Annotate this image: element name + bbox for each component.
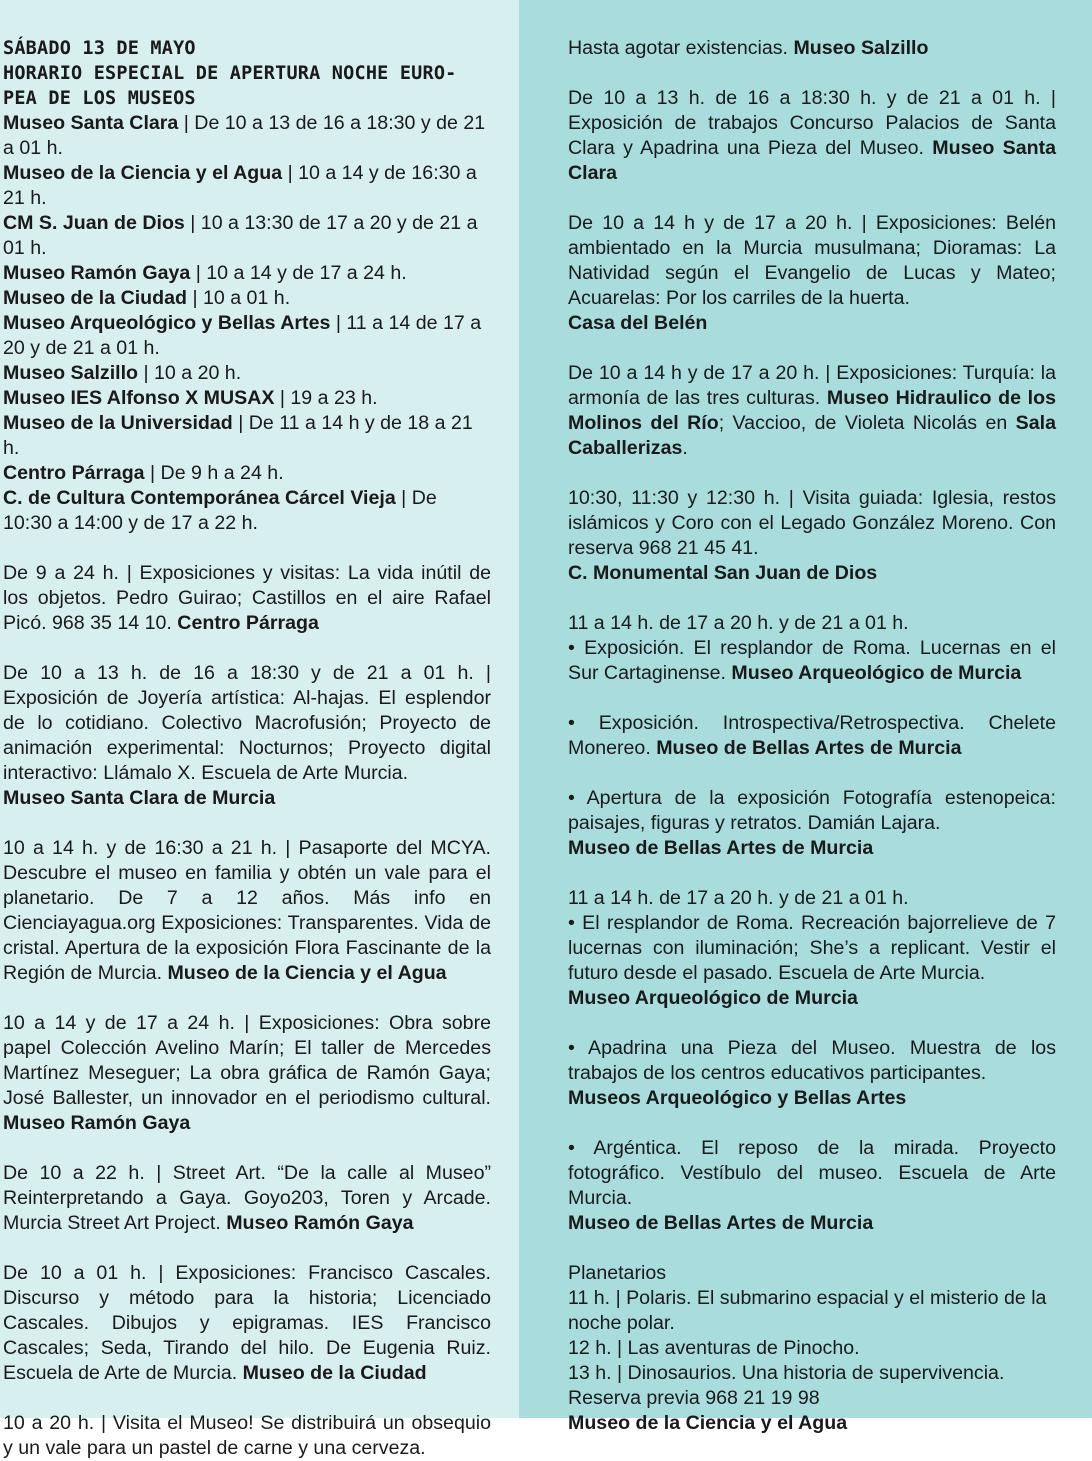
- venue-name: C. de Cultura Contemporánea Cárcel Vieja: [3, 487, 396, 509]
- hours-text: | 10 a 01 h.: [187, 287, 291, 309]
- venue-name: Museo de la Ciudad: [3, 287, 187, 309]
- hours-row: [3, 386, 491, 411]
- event-block: [3, 561, 491, 636]
- event-venue: Museo de la Ciencia y el Agua: [568, 1412, 848, 1434]
- hours-text: | 10 a 13:30 de 17 a 20 y de 21 a 01 h.: [3, 212, 478, 259]
- event-venue: Museo Arqueológico de Murcia: [568, 987, 858, 1009]
- event-text: 10:30, 11:30 y 12:30 h. | Visita guiada: Iglesia, restos islámicos y Coro con el Legado González Moreno. Con reserva 968 21 45 41.: [568, 487, 1056, 559]
- venue-name: Museo de la Universidad: [3, 412, 233, 434]
- event-block: [568, 36, 1056, 61]
- hours-text: | 19 a 23 h.: [274, 387, 378, 409]
- event-venue: Museo de Bellas Artes de Murcia: [656, 737, 962, 759]
- event-text: 10 a 14 h. y de 16:30 a 21 h. | Pasaporte del MCYA. Descubre el museo en familia y obtén un vale para el planetario. De 7 a 12 años. Más info en Cienciayagua.org Exposiciones: Transparentes. Vida de cristal. Apertura de la exposición Flora Fascinante de la Región de Murcia.: [3, 837, 491, 984]
- event-block: [568, 886, 1056, 1011]
- event-text: De 10 a 13 h. de 16 a 18:30 y de 21 a 01 h. | Exposición de Joyería artística: Al-hajas. El esplendor de lo cotidiano. Colectivo Macrofusión; Proyecto de animación experimental: Nocturnos; Proyecto digital interactivo: Llámalo X. Escuela de Arte Murcia.: [3, 662, 491, 784]
- hours-row: [3, 211, 491, 261]
- event-venue: Museo Ramón Gaya: [3, 1112, 191, 1134]
- hours-text: | 10 a 14 y de 16:30 a 21 h.: [3, 162, 477, 209]
- hours-row: [3, 161, 491, 211]
- event-venue: Museo de Bellas Artes de Murcia: [568, 1212, 874, 1234]
- hours-text: | 10 a 14 y de 17 a 24 h.: [190, 262, 407, 284]
- venue-name: Museo Salzillo: [3, 362, 139, 384]
- event-text: 10 a 14 y de 17 a 24 h. | Exposiciones: Obra sobre papel Colección Avelino Marín; El taller de Mercedes Martínez Meseguer; La obra gráfica de Ramón Gaya; José Ballester, un innovador en el periodismo cultural.: [3, 1012, 491, 1109]
- hours-text: | 10 a 20 h.: [138, 362, 242, 384]
- venue-name: Museo de la Ciencia y el Agua: [3, 162, 283, 184]
- event-venue: Museo Ramón Gaya: [226, 1212, 414, 1234]
- event-venue: Museo de la Ciencia y el Agua: [167, 962, 447, 984]
- event-block: [568, 361, 1056, 461]
- event-block: [3, 1411, 491, 1461]
- venue-name: Museo Ramón Gaya: [3, 262, 191, 284]
- event-venue: Museo Santa Clara: [568, 137, 1057, 184]
- event-venue: Museo de la Ciudad: [242, 1362, 427, 1384]
- event-block: [568, 486, 1056, 586]
- event-text: De 10 a 01 h. | Exposiciones: Francisco Cascales. Discurso y método para la historia; Licenciado Cascales. Dibujos y epigramas. IES Francisco Cascales; Seda, Tirando del hilo. De Eugenia Ruiz. Escuela de Arte de Murcia.: [3, 1262, 491, 1384]
- event-venue: Museo Santa Clara de Murcia: [3, 787, 276, 809]
- planetarios-title: Planetarios: [568, 1262, 667, 1284]
- event-text: De 10 a 13 h. de 16 a 18:30 h. y de 21 a 01 h. | Exposición de trabajos Concurso Palacios de Santa Clara y Apadrina una Pieza del Museo.: [568, 87, 1056, 159]
- left-column: [0, 0, 519, 1459]
- event-venue: C. Monumental San Juan de Dios: [568, 562, 878, 584]
- event-text: De 10 a 14 h y de 17 a 20 h. | Exposiciones: Turquía: la armonía de las tres culturas.: [568, 362, 1056, 409]
- planetario-session: 11 h. | Polaris. El submarino espacial y el misterio de la noche polar.: [568, 1287, 1047, 1334]
- planetario-session: 12 h. | Las aventuras de Pinocho.: [568, 1337, 860, 1359]
- planetarios-block: [568, 1261, 1056, 1436]
- event-block: [568, 711, 1056, 761]
- event-text: • Apertura de la exposición Fotografía estenopeica: paisajes, figuras y retratos. Damián Lajara.: [568, 787, 1056, 834]
- planetario-session: 13 h. | Dinosaurios. Una historia de supervivencia.: [568, 1362, 1005, 1384]
- hours-text: | De 10:30 a 14:00 y de 17 a 22 h.: [3, 487, 437, 534]
- event-text: De 10 a 22 h. | Street Art. “De la calle al Museo” Reinterpretando a Gaya. Goyo203, Toren y Arcade. Murcia Street Art Project.: [3, 1162, 491, 1234]
- event-text: 10 a 20 h. | Visita el Museo! Se distribuirá un obsequio y un vale para un pastel de carne y una cerveza.: [3, 1412, 491, 1459]
- event-block: [568, 786, 1056, 861]
- heading-date: SÁBADO 13 DE MAYO: [3, 38, 196, 59]
- hours-row: [3, 486, 491, 536]
- event-text: • El resplandor de Roma. Recreación bajorrelieve de 7 lucernas con iluminación; She’s a replicant. Vestir el futuro desde el pasado. Escuela de Arte Murcia.: [568, 912, 1056, 984]
- event-hours: 11 a 14 h. de 17 a 20 h. y de 21 a 01 h.: [568, 887, 909, 909]
- event-block: [568, 1036, 1056, 1111]
- event-block: [3, 1261, 491, 1386]
- event-venue: Museos Arqueológico y Bellas Artes: [568, 1087, 907, 1109]
- hours-text: | De 9 h a 24 h.: [144, 462, 284, 484]
- right-column: [519, 0, 1092, 1434]
- event-block: [3, 836, 491, 986]
- hours-text: | De 10 a 13 de 16 a 18:30 y de 21 a 01 h.: [3, 112, 486, 159]
- event-text: .: [682, 437, 688, 459]
- event-block: [3, 1161, 491, 1236]
- hours-text: | 11 a 14 de 17 a 20 y de 21 a 01 h.: [3, 312, 482, 359]
- venue-name: Museo IES Alfonso X MUSAX: [3, 387, 275, 409]
- hours-text: | De 11 a 14 h y de 18 a 21 h.: [3, 412, 473, 459]
- event-block: [568, 611, 1056, 686]
- event-text: ; Vaccioo, de Violeta Nicolás en: [718, 412, 1016, 434]
- hours-row: [3, 411, 491, 461]
- venue-name: CM S. Juan de Dios: [3, 212, 185, 234]
- heading-title-line-1: HORARIO ESPECIAL DE APERTURA NOCHE EURO-: [3, 63, 457, 84]
- event-venue: Museo Salzillo: [793, 37, 929, 59]
- event-block: [568, 211, 1056, 336]
- event-venue: Sala Caballerizas: [568, 412, 1056, 459]
- event-block: [3, 661, 491, 811]
- event-venue: Museo Arqueológico de Murcia: [731, 662, 1022, 684]
- event-text: • Argéntica. El reposo de la mirada. Proyecto fotográfico. Vestíbulo del museo. Escuela de Arte Murcia.: [568, 1137, 1056, 1209]
- event-block: [568, 1136, 1056, 1236]
- event-venue: Centro Párraga: [177, 612, 319, 634]
- event-text: • Apadrina una Pieza del Museo. Muestra de los trabajos de los centros educativos participantes.: [568, 1037, 1056, 1084]
- event-text: De 10 a 14 h y de 17 a 20 h. | Exposiciones: Belén ambientado en la Murcia musulmana; Dioramas: La Natividad según el Evangelio de Lucas y Mateo; Acuarelas: Por los carriles de la huerta.: [568, 212, 1056, 309]
- event-venue: Museo Hidraulico de los Molinos del Río: [568, 387, 1056, 434]
- event-venue: Museo de Bellas Artes de Murcia: [568, 837, 874, 859]
- section-heading: [3, 36, 491, 111]
- event-block: [568, 86, 1056, 186]
- venue-name: Museo Arqueológico y Bellas Artes: [3, 312, 331, 334]
- hours-row: [3, 261, 491, 286]
- hours-row: [3, 286, 491, 311]
- event-text: Hasta agotar existencias.: [568, 37, 794, 59]
- hours-row: [3, 111, 491, 161]
- venue-name: Centro Párraga: [3, 462, 145, 484]
- event-block: [3, 1011, 491, 1136]
- hours-row: [3, 311, 491, 361]
- heading-title-line-2: PEA DE LOS MUSEOS: [3, 88, 196, 109]
- event-venue: Casa del Belén: [568, 312, 708, 334]
- event-text: • Exposición. El resplandor de Roma. Lucernas en el Sur Cartaginense.: [568, 637, 1056, 684]
- event-hours: 11 a 14 h. de 17 a 20 h. y de 21 a 01 h.: [568, 612, 909, 634]
- venue-name: Museo Santa Clara: [3, 112, 179, 134]
- reservation-phone: Reserva previa 968 21 19 98: [568, 1387, 820, 1409]
- event-text: • Exposición. Introspectiva/Retrospectiva. Chelete Monereo.: [568, 712, 1056, 759]
- event-text: De 9 a 24 h. | Exposiciones y visitas: La vida inútil de los objetos. Pedro Guirao; Castillos en el aire Rafael Picó. 968 35 14 10.: [3, 562, 491, 634]
- hours-row: [3, 361, 491, 386]
- opening-hours-list: [3, 111, 491, 536]
- hours-row: [3, 461, 491, 486]
